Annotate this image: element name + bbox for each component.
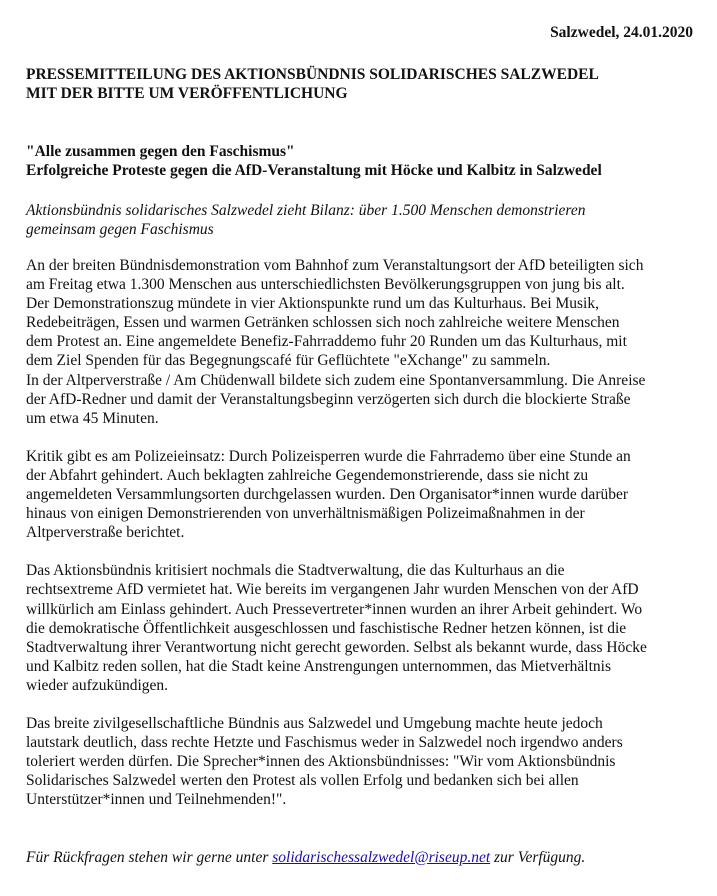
paragraph-1: [26, 256, 706, 428]
paragraph-line: der Abfahrt gehindert. Auch beklagten zahlreiche Gegendemonstrierende, dass sie nicht zu: [26, 466, 589, 484]
paragraph-line: Altperverstraße berichtet.: [26, 524, 185, 542]
headline-block: [26, 142, 706, 180]
paragraph-line: Solidarisches Salzwedel werten den Protest als vollen Erfolg und bedanken sich bei allen: [26, 772, 579, 790]
contact-email-link[interactable]: solidarischessalzwedel@riseup.net: [272, 849, 491, 866]
lead-line-2: gemeinsam gegen Faschismus: [26, 221, 214, 238]
paragraph-line: toleriert werden dürfen. Die Sprecher*innen des Aktionsbündnisses: "Wir vom Aktionsbündnis: [26, 753, 616, 771]
press-release-header: [26, 65, 696, 103]
header-line-2: MIT DER BITTE UM VERÖFFENTLICHUNG: [26, 85, 348, 102]
paragraph-line: Das Aktionsbündnis kritisiert nochmals die Stadtverwaltung, die das Kulturhaus an die: [26, 562, 565, 580]
paragraph-line: wieder aufzukündigen.: [26, 676, 169, 694]
paragraph-line: und Kalbitz reden sollen, hat die Stadt keine Anstrengungen unternommen, das Mietverhältnis: [26, 657, 611, 675]
paragraph-line: rechtsextreme AfD vermietet hat. Wie bereits im vergangenen Jahr wurden Menschen von der AfD: [26, 581, 639, 599]
paragraph-line: dem Ziel Spenden für das Begegnungscafé für Geflüchtete "eXchange" zu sammeln.: [26, 352, 551, 370]
lead-line-1: Aktionsbündnis solidarisches Salzwedel zieht Bilanz: über 1.500 Menschen demonstrieren: [26, 202, 586, 219]
paragraph-line: Unterstützer*innen und Teilnehmenden!".: [26, 791, 287, 809]
paragraph-line: der AfD-Redner und damit der Veranstaltungsbeginn verzögerten sich durch die blockierte Straße: [26, 390, 631, 408]
paragraph-line: Kritik gibt es am Polizeieinsatz: Durch Polizeisperren wurde die Fahrrademo über eine Stunde an: [26, 447, 631, 465]
paragraph-4: [26, 714, 706, 809]
paragraph-line: dem Protest an. Eine angemeldete Benefiz-Fahrraddemo fuhr 20 Runden um das Kulturhaus, mit: [26, 333, 627, 351]
paragraph-line: hinaus von einigen Demonstrierenden von unverhältnismäßigen Polizeimaßnahmen in der: [26, 505, 585, 523]
paragraph-line: Redebeiträgen, Essen und warmen Getränken schlossen sich noch zahlreiche weitere Menschen: [26, 314, 620, 332]
paragraph-line: angemeldeten Versammlungsorten durchgelassen wurden. Den Organisator*innen wurde darüber: [26, 486, 629, 504]
paragraph-line: Stadtverwaltung ihrer Verantwortung nicht gerecht geworden. Selbst als bekannt wurde, dass Höcke: [26, 638, 647, 656]
paragraph-line: die demokratische Öffentlichkeit ausgeschlossen und faschistische Redner hetzen können, ist die: [26, 619, 627, 637]
lead-paragraph: [26, 201, 706, 239]
paragraph-2: [26, 447, 706, 542]
paragraph-line: um etwa 45 Minuten.: [26, 409, 159, 427]
paragraph-line: am Freitag etwa 1.300 Menschen aus unterschiedlichsten Bevölkerungsgruppen von jung bis alt.: [26, 276, 625, 294]
contact-footer: [26, 849, 706, 867]
body-text: [26, 256, 706, 828]
paragraph-line: Das breite zivilgesellschaftliche Bündnis aus Salzwedel und Umgebung machte heute jedoch: [26, 714, 603, 732]
paragraph-line: An der breiten Bündnisdemonstration vom Bahnhof zum Veranstaltungsort der AfD beteiligten sich: [26, 257, 644, 274]
paragraph-line: In der Altperverstraße / Am Chüdenwall bildete sich zudem eine Spontanversammlung. Die Anreise: [26, 371, 646, 389]
paragraph-line: lautstark deutlich, dass rechte Hetzte und Faschismus weder in Salzwedel noch irgendwo anders: [26, 734, 623, 752]
paragraph-line: willkürlich am Einlass gehindert. Auch Pressevertreter*innen wurden an ihrer Arbeit gehindert. Wo: [26, 600, 643, 618]
headline-subtitle: Erfolgreiche Proteste gegen die AfD-Veranstaltung mit Höcke und Kalbitz in Salzwedel: [26, 162, 602, 179]
paragraph-3: [26, 561, 706, 695]
header-line-1: PRESSEMITTEILUNG DES AKTIONSBÜNDNIS SOLIDARISCHES SALZWEDEL: [26, 66, 599, 83]
footer-prefix: Für Rückfragen stehen wir gerne unter: [26, 849, 273, 866]
footer-suffix: zur Verfügung.: [490, 849, 586, 866]
document-date: Salzwedel, 24.01.2020: [550, 24, 693, 41]
headline-title: "Alle zusammen gegen den Faschismus": [26, 143, 295, 160]
paragraph-line: Der Demonstrationszug mündete in vier Aktionspunkte rund um das Kulturhaus. Bei Musik,: [26, 295, 599, 313]
